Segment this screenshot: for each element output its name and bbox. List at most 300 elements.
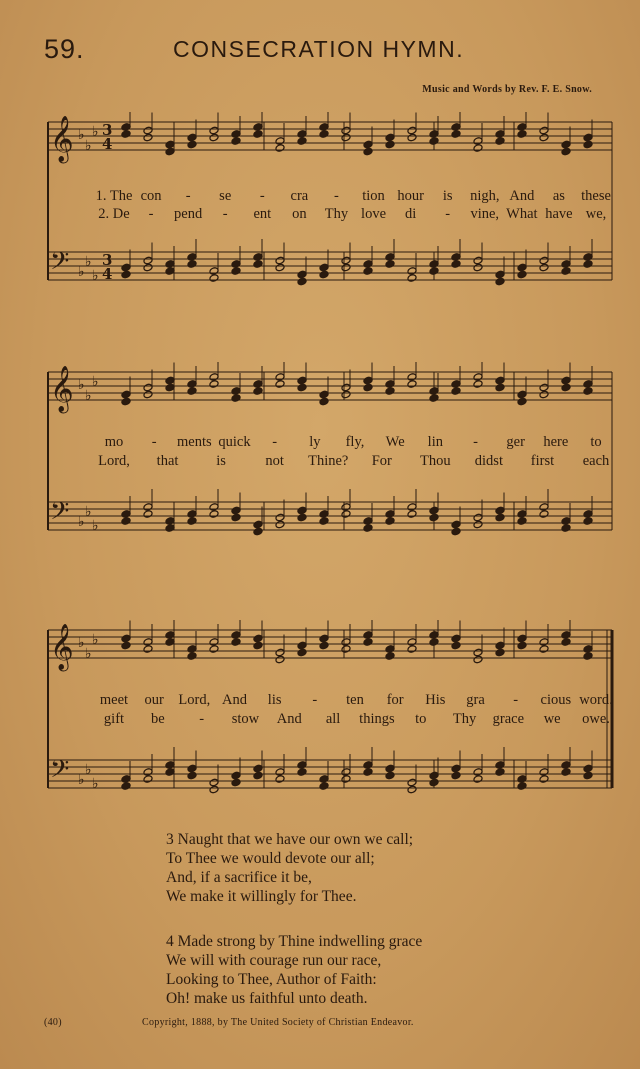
lyric-syllable: to — [590, 434, 602, 450]
note-head — [583, 771, 593, 780]
note-head — [143, 126, 153, 135]
note-head — [495, 270, 505, 279]
lyric-syllable: lis — [267, 692, 282, 708]
hymn-title: CONSECRATION HYMN. — [173, 36, 465, 62]
lyric-syllable: Lord, — [98, 453, 130, 469]
lyric-syllable: is — [442, 188, 453, 204]
flat-icon: ♭ — [78, 772, 85, 788]
note-head — [341, 133, 351, 142]
note-head — [561, 376, 571, 385]
note-head — [143, 775, 153, 784]
note-head — [187, 771, 197, 780]
lyric-syllable: be — [150, 711, 165, 727]
note-head — [143, 263, 153, 272]
note-head — [517, 130, 527, 139]
lyric-syllable: What — [506, 206, 538, 222]
note-head — [209, 785, 219, 794]
note-head — [165, 383, 175, 392]
verse-line: 4 Made strong by Thine indwelling grace — [166, 933, 423, 950]
lyric-syllable: is — [216, 453, 226, 469]
lyric-syllable: - — [199, 711, 205, 727]
lyric-syllable: here — [543, 434, 569, 450]
note-head — [451, 520, 461, 529]
note-head — [319, 634, 329, 643]
note-head — [231, 631, 241, 640]
lyric-syllable: - — [473, 434, 478, 450]
note-head — [451, 130, 461, 139]
note-head — [517, 782, 527, 791]
note-head — [121, 517, 131, 526]
note-head — [451, 634, 461, 643]
lyric-syllable: con — [140, 188, 162, 204]
note-head — [385, 387, 395, 396]
lyric-syllable: For — [371, 453, 392, 469]
lyric-syllable: pend — [174, 206, 203, 222]
lyric-syllable: Thy — [452, 711, 477, 727]
note-head — [231, 506, 241, 515]
note-head — [231, 394, 241, 403]
note-head — [583, 133, 593, 142]
lyric-syllable: each — [582, 453, 610, 469]
note-head — [517, 517, 527, 526]
note-head — [407, 274, 417, 283]
flat-icon: ♭ — [92, 632, 99, 648]
lyric-syllable: di — [404, 206, 417, 222]
lyric-syllable: fly, — [345, 434, 365, 450]
flat-icon: ♭ — [92, 124, 99, 140]
note-head — [473, 520, 483, 529]
lyric-syllable: 1. The — [95, 188, 133, 204]
note-head — [363, 383, 373, 392]
note-head — [517, 263, 527, 272]
lyric-syllable: cious — [540, 692, 572, 708]
note-head — [143, 133, 153, 142]
note-head — [451, 123, 461, 132]
note-head — [319, 510, 329, 519]
note-head — [275, 137, 285, 146]
music-system-2 — [44, 362, 614, 552]
note-head — [209, 274, 219, 283]
note-head — [165, 768, 175, 777]
time-signature: 3 — [102, 251, 113, 269]
flat-icon: ♭ — [85, 388, 92, 404]
note-head — [385, 764, 395, 773]
note-head — [319, 641, 329, 650]
note-head — [165, 631, 175, 640]
note-head — [253, 123, 263, 132]
note-head — [297, 506, 307, 515]
note-head — [561, 638, 571, 647]
note-head — [407, 638, 417, 647]
note-head — [187, 645, 197, 654]
note-head — [341, 510, 351, 519]
note-head — [253, 634, 263, 643]
note-head — [143, 768, 153, 777]
note-head — [539, 263, 549, 272]
note-head — [231, 260, 241, 269]
note-head — [121, 782, 131, 791]
note-head — [209, 380, 219, 389]
note-head — [231, 778, 241, 787]
note-head — [517, 641, 527, 650]
note-head — [297, 641, 307, 650]
lyric-syllable: on — [292, 206, 307, 222]
note-head — [319, 123, 329, 132]
note-head — [209, 510, 219, 519]
note-head — [495, 513, 505, 522]
copyright-notice: Copyright, 1888, by The United Society of Christian Endeavor. — [142, 1017, 414, 1028]
note-head — [187, 764, 197, 773]
note-head — [385, 253, 395, 262]
note-head — [209, 373, 219, 382]
lyric-syllable: as — [552, 188, 565, 204]
verse-3 — [166, 830, 413, 906]
note-head — [187, 387, 197, 396]
verse-line: Oh! make us faithful unto death. — [166, 990, 368, 1007]
note-head — [143, 390, 153, 399]
verse-line: We make it willingly for Thee. — [166, 888, 357, 905]
lyric-syllable: 2. De — [98, 206, 130, 222]
note-head — [121, 130, 131, 139]
note-head — [341, 256, 351, 265]
note-head — [363, 267, 373, 276]
note-head — [583, 387, 593, 396]
flat-icon: ♭ — [92, 374, 99, 390]
note-head — [319, 270, 329, 279]
note-head — [187, 380, 197, 389]
note-head — [253, 387, 263, 396]
note-head — [209, 133, 219, 142]
lyric-syllable: - — [445, 206, 451, 222]
verse-line: And, if a sacrifice it be, — [166, 869, 312, 886]
note-head — [561, 768, 571, 777]
lyric-syllable: - — [513, 692, 519, 708]
note-head — [253, 380, 263, 389]
note-head — [385, 645, 395, 654]
note-head — [561, 140, 571, 149]
note-head — [187, 652, 197, 661]
note-head — [231, 137, 241, 146]
lyric-syllable: - — [148, 206, 154, 222]
note-head — [231, 513, 241, 522]
note-head — [583, 517, 593, 526]
lyric-syllable: to — [415, 711, 427, 727]
note-head — [363, 768, 373, 777]
note-head — [341, 390, 351, 399]
note-head — [407, 778, 417, 787]
lyric-syllable: ten — [346, 692, 364, 708]
note-head — [297, 130, 307, 139]
note-head — [275, 380, 285, 389]
note-head — [121, 634, 131, 643]
note-head — [165, 140, 175, 149]
note-head — [187, 253, 197, 262]
note-head — [473, 513, 483, 522]
lyric-syllable: hour — [397, 188, 424, 204]
note-head — [451, 764, 461, 773]
lyric-syllable: have — [545, 206, 573, 222]
note-head — [407, 373, 417, 382]
note-head — [165, 517, 175, 526]
note-head — [385, 260, 395, 269]
note-head — [561, 147, 571, 156]
lyric-syllable: mo — [104, 434, 124, 450]
lyric-syllable: - — [151, 434, 157, 450]
note-head — [319, 397, 329, 406]
note-head — [363, 147, 373, 156]
music-system-1 — [44, 112, 614, 302]
note-head — [363, 260, 373, 269]
music-system-3 — [44, 620, 614, 810]
note-head — [407, 503, 417, 512]
note-head — [539, 383, 549, 392]
lyric-syllable: And — [276, 711, 302, 727]
note-head — [473, 768, 483, 777]
note-head — [539, 390, 549, 399]
note-head — [561, 383, 571, 392]
treble-clef-icon: 𝄞 — [50, 624, 74, 670]
lyric-syllable: owe. — [582, 711, 610, 727]
composer-credit: Music and Words by Rev. F. E. Snow. — [422, 84, 592, 95]
note-head — [165, 147, 175, 156]
lyric-syllable: ly — [309, 434, 321, 450]
hymn-number: 59. — [44, 34, 85, 64]
lyric-syllable: ent — [253, 206, 272, 222]
note-head — [187, 517, 197, 526]
flat-icon: ♭ — [92, 518, 99, 534]
lyric-syllable: first — [530, 453, 555, 469]
note-head — [275, 655, 285, 664]
note-head — [451, 253, 461, 262]
note-head — [165, 376, 175, 385]
note-head — [319, 130, 329, 139]
bass-clef-icon: 𝄢 — [50, 497, 70, 532]
lyric-syllable: nigh, — [470, 188, 500, 204]
note-head — [473, 144, 483, 153]
note-head — [363, 638, 373, 647]
note-head — [121, 775, 131, 784]
note-head — [539, 510, 549, 519]
note-head — [231, 267, 241, 276]
lyric-syllable: gift — [103, 711, 125, 727]
note-head — [583, 764, 593, 773]
note-head — [209, 503, 219, 512]
note-head — [473, 263, 483, 272]
note-head — [165, 260, 175, 269]
bass-clef-icon: 𝄢 — [50, 247, 70, 282]
flat-icon: ♭ — [85, 646, 92, 662]
note-head — [275, 768, 285, 777]
lyric-syllable: - — [259, 188, 265, 204]
lyric-syllable: tion — [362, 188, 385, 204]
lyric-syllable: - — [334, 188, 339, 204]
note-head — [253, 764, 263, 773]
note-head — [297, 270, 307, 279]
note-head — [539, 133, 549, 142]
flat-icon: ♭ — [92, 776, 99, 792]
time-signature: 3 — [102, 121, 113, 139]
lyric-syllable: that — [156, 453, 179, 469]
note-head — [121, 270, 131, 279]
note-head — [517, 390, 527, 399]
note-head — [385, 133, 395, 142]
note-head — [231, 130, 241, 139]
note-head — [363, 761, 373, 770]
lyric-syllable: stow — [231, 711, 260, 727]
note-head — [539, 126, 549, 135]
note-head — [539, 768, 549, 777]
lyric-syllable: grace — [492, 711, 525, 727]
note-head — [363, 140, 373, 149]
note-head — [275, 373, 285, 382]
note-head — [341, 775, 351, 784]
note-head — [231, 638, 241, 647]
note-head — [341, 503, 351, 512]
note-head — [341, 383, 351, 392]
note-head — [209, 645, 219, 654]
note-head — [495, 761, 505, 770]
lyric-syllable: word. — [579, 692, 613, 708]
flat-icon: ♭ — [78, 514, 85, 530]
flat-icon: ♭ — [85, 762, 92, 778]
lyric-syllable: Thine? — [308, 453, 349, 469]
lyric-syllable: cra — [290, 188, 309, 204]
note-head — [561, 260, 571, 269]
note-head — [539, 775, 549, 784]
lyric-syllable: quick — [218, 434, 251, 450]
note-head — [473, 648, 483, 657]
note-head — [495, 383, 505, 392]
note-head — [341, 768, 351, 777]
lyric-syllable: gra — [466, 692, 485, 708]
note-head — [583, 380, 593, 389]
note-head — [451, 771, 461, 780]
note-head — [363, 524, 373, 533]
note-head — [297, 768, 307, 777]
note-head — [165, 761, 175, 770]
note-head — [319, 390, 329, 399]
note-head — [121, 510, 131, 519]
note-head — [341, 126, 351, 135]
lyric-syllable: these — [581, 188, 611, 204]
note-head — [495, 648, 505, 657]
note-head — [561, 631, 571, 640]
note-head — [121, 263, 131, 272]
note-head — [165, 267, 175, 276]
time-signature: 4 — [102, 265, 113, 283]
lyric-syllable: - — [222, 206, 228, 222]
note-head — [143, 256, 153, 265]
note-head — [539, 645, 549, 654]
note-head — [275, 520, 285, 529]
note-head — [275, 263, 285, 272]
note-head — [209, 126, 219, 135]
lyric-syllable: Lord, — [178, 692, 211, 708]
note-head — [297, 376, 307, 385]
note-head — [451, 260, 461, 269]
note-head — [451, 387, 461, 396]
note-head — [473, 775, 483, 784]
lyric-syllable: didst — [474, 453, 503, 469]
note-head — [121, 397, 131, 406]
note-head — [451, 527, 461, 536]
flat-icon: ♭ — [85, 138, 92, 154]
lyric-syllable: And — [509, 188, 535, 204]
lyric-syllable: Thou — [420, 453, 451, 469]
note-head — [451, 641, 461, 650]
note-head — [561, 267, 571, 276]
note-head — [319, 517, 329, 526]
note-head — [253, 260, 263, 269]
lyric-syllable: our — [144, 692, 164, 708]
time-signature: 4 — [102, 135, 113, 153]
flat-icon: ♭ — [78, 127, 85, 143]
page-number: (40) — [44, 1017, 62, 1028]
lyric-syllable: we — [543, 711, 561, 727]
note-head — [275, 256, 285, 265]
note-head — [297, 648, 307, 657]
note-head — [583, 140, 593, 149]
note-head — [517, 775, 527, 784]
note-head — [297, 277, 307, 286]
bass-clef-icon: 𝄢 — [50, 755, 70, 790]
note-head — [275, 648, 285, 657]
note-head — [583, 645, 593, 654]
note-head — [407, 267, 417, 276]
note-head — [297, 513, 307, 522]
note-head — [385, 140, 395, 149]
note-head — [385, 510, 395, 519]
note-head — [121, 390, 131, 399]
note-head — [495, 130, 505, 139]
note-head — [407, 380, 417, 389]
note-head — [385, 652, 395, 661]
lyric-syllable: vine, — [470, 206, 500, 222]
note-head — [473, 256, 483, 265]
verse-line: Looking to Thee, Author of Faith: — [166, 971, 377, 988]
note-head — [187, 260, 197, 269]
note-head — [209, 267, 219, 276]
note-head — [275, 144, 285, 153]
note-head — [517, 634, 527, 643]
lyric-syllable: se — [219, 188, 232, 204]
lyric-syllable: for — [386, 692, 404, 708]
note-head — [143, 383, 153, 392]
note-head — [319, 782, 329, 791]
note-head — [319, 263, 329, 272]
note-head — [319, 775, 329, 784]
flat-icon: ♭ — [92, 268, 99, 284]
note-head — [187, 133, 197, 142]
note-head — [561, 517, 571, 526]
note-head — [473, 380, 483, 389]
note-head — [363, 517, 373, 526]
lyric-syllable: ments — [177, 434, 212, 450]
flat-icon: ♭ — [78, 635, 85, 651]
note-head — [253, 771, 263, 780]
note-head — [517, 510, 527, 519]
note-head — [253, 130, 263, 139]
lyric-syllable: - — [312, 692, 318, 708]
lyric-syllable: not — [265, 453, 284, 469]
note-head — [253, 527, 263, 536]
note-head — [385, 380, 395, 389]
flat-icon: ♭ — [85, 504, 92, 520]
lyric-syllable: meet — [99, 692, 129, 708]
lyric-syllable: - — [272, 434, 278, 450]
note-head — [495, 506, 505, 515]
note-head — [165, 638, 175, 647]
